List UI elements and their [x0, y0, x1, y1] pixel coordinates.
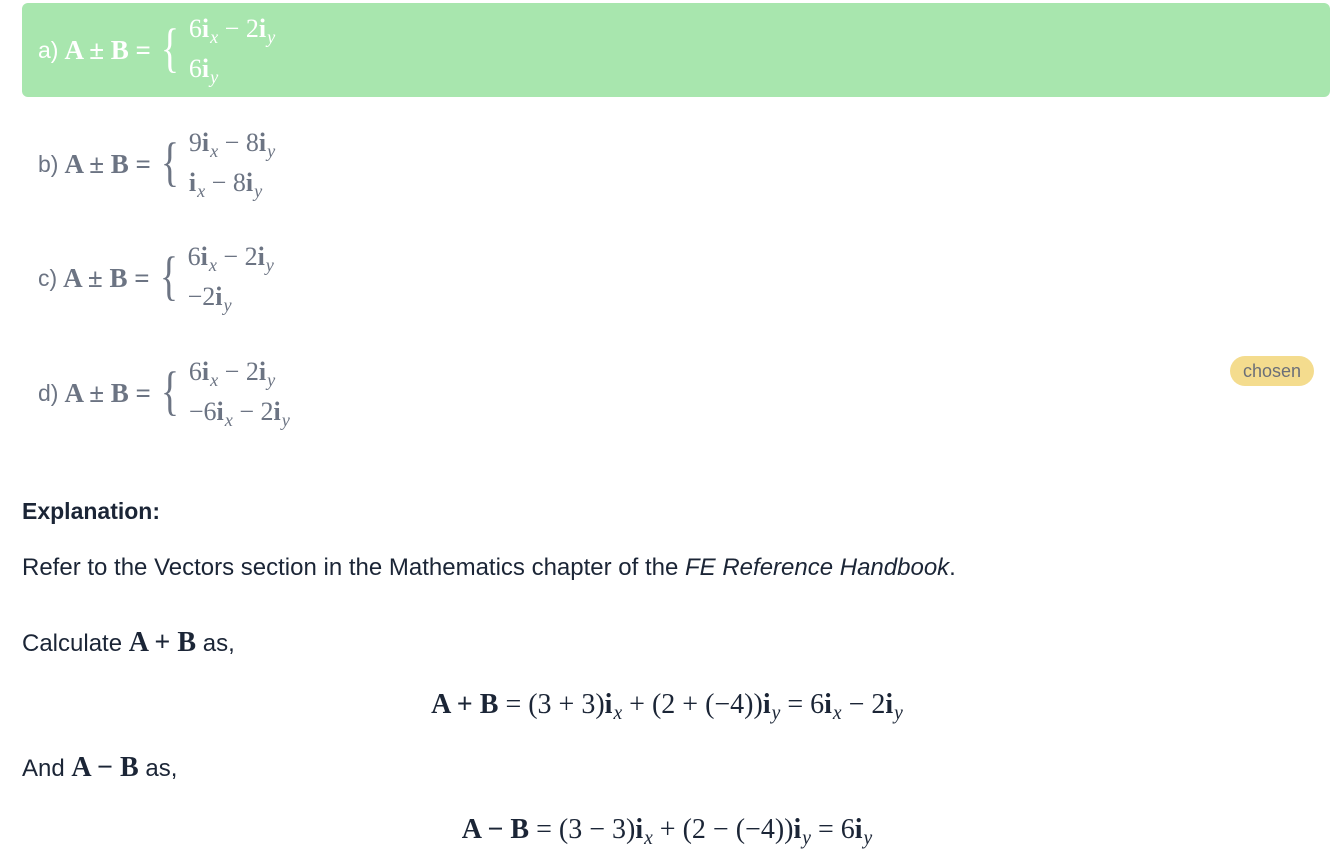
case-line-2: $6i_y$ — [188, 54, 219, 87]
option-c[interactable] — [22, 231, 1330, 325]
option-letter: b) — [38, 150, 59, 177]
option-letter: d) — [38, 379, 59, 406]
case-line-1: $6i_x - 2i_y$ — [188, 357, 276, 390]
case-line-2: $-2i_y$ — [187, 282, 232, 315]
option-letter: a) — [38, 36, 59, 63]
chosen-badge: chosen — [1230, 356, 1314, 386]
difference-equation: $A - B = (3 - 3)i_x + (2 - (-4))i_y = 6i_y$ — [461, 814, 873, 850]
sum-equation: $A + B = (3 + 3)i_x + (2 + (-4))i_y = 6i_x - 2i_y$ — [431, 689, 903, 725]
option-d[interactable] — [22, 346, 1330, 440]
calculate-difference-text: And A − B as, — [22, 752, 178, 783]
case-line-1: $6i_x - 2i_y$ — [188, 14, 276, 47]
option-cases — [189, 10, 275, 90]
option-a[interactable] — [22, 3, 1330, 97]
left-brace: { — [160, 18, 179, 78]
case-line-2: $-6i_x - 2i_y$ — [188, 397, 290, 430]
calculate-sum-text: Calculate A + B as, — [22, 627, 235, 658]
option-lhs: A ± B = — [63, 262, 150, 293]
left-brace: { — [160, 132, 179, 192]
left-brace: { — [160, 361, 179, 421]
handbook-title: FE Reference Handbook — [685, 554, 950, 581]
option-cases — [189, 353, 290, 433]
left-brace: { — [159, 246, 178, 306]
option-lhs: A ± B = — [64, 34, 151, 65]
explanation-reference: Refer to the Vectors section in the Mathematics chapter of the FE Reference Handbook. — [22, 554, 956, 581]
option-cases — [188, 238, 274, 318]
option-cases — [189, 124, 275, 204]
option-letter: c) — [38, 264, 58, 291]
option-lhs: A ± B = — [64, 148, 151, 179]
option-lhs: A ± B = — [64, 377, 151, 408]
case-line-1: $9i_x - 8i_y$ — [188, 128, 276, 161]
case-line-1: $6i_x - 2i_y$ — [187, 242, 274, 275]
option-b[interactable] — [22, 117, 1330, 211]
case-line-2: $i_x - 8i_y$ — [188, 168, 263, 201]
explanation-title: Explanation: — [22, 498, 161, 524]
